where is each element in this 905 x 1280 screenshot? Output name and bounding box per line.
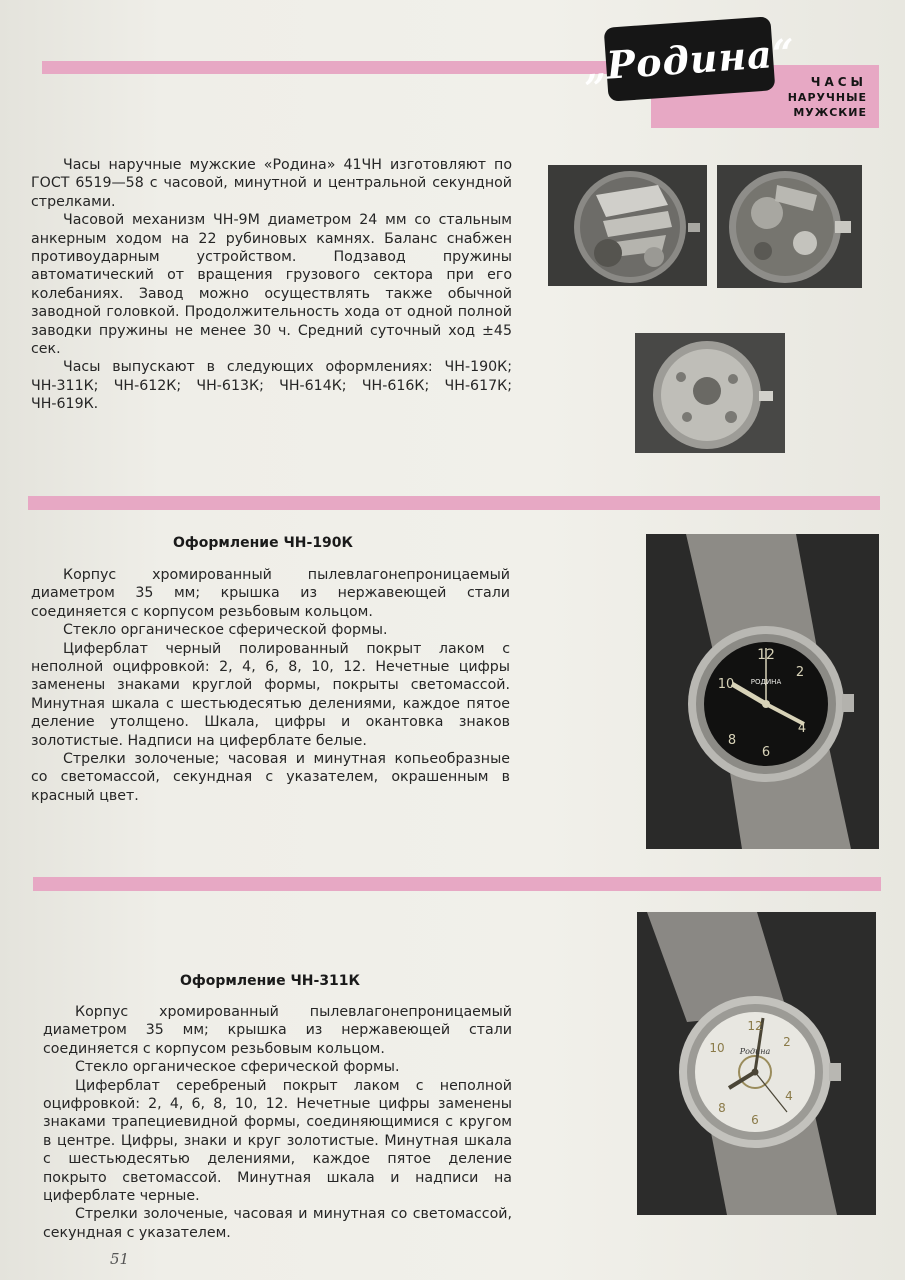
movement-photo-2 [717, 165, 862, 288]
category-label-line3: МУЖСКИЕ [793, 106, 867, 119]
movement-photo-1 [548, 165, 707, 286]
section1-text [31, 566, 510, 805]
dial-numeral-311k-8: 8 [718, 1101, 726, 1115]
dial-numeral-311k-6: 6 [751, 1113, 759, 1127]
section2-paragraph-3: Циферблат серебреный покрыт лаком с неполной оцифровкой: 2, 4, 6, 8, 10, 12. Нечетные цифры заменены знаками трапециевидной формы, соединяющимися с кругом в центре. Цифры, знаки и круг золотистые. Минутная шкала с шестьюдесятью делениями, каждое пятое деление покрыто светомассой. Минутная шкала и надписи на циферблате черные. [43, 1077, 512, 1205]
intro-paragraph-1: Часы наручные мужские «Родина» 41ЧН изготовляют по ГОСТ 6519—58 с часовой, минутной и центральной секундной стрелками. [31, 157, 512, 210]
rodina-logo [582, 16, 797, 101]
category-label-line1: ЧАСЫ [810, 75, 867, 89]
dial-numeral-190k-6: 6 [761, 745, 771, 760]
watch-photo-chn-311k [637, 912, 876, 1215]
section2-paragraph-2: Стекло органическое сферической формы. [75, 1059, 400, 1076]
dial-numeral-311k-12: 12 [747, 1019, 763, 1033]
header-stripe [42, 61, 622, 74]
section1-paragraph-3: Циферблат черный полированный покрыт лаком с неполной оцифровкой: 2, 4, 6, 8, 10, 12. Нечетные цифры заменены знаками круглой формы, покрыты светомассой. Минутная шкала с шестьюдесятью делениями, каждое пятое деление утолщено. Шкала, цифры и окантовка знаков золотистые. Надписи на циферблате белые. [31, 640, 510, 749]
intro-paragraph-3: Часы выпускают в следующих оформлениях: ЧН-190К; ЧН-311К; ЧН-612К; ЧН-613К; ЧН-614К; ЧН-616К; ЧН-617К; ЧН-619К. [31, 359, 512, 413]
section1-title: Оформление ЧН-190К [173, 535, 353, 551]
dial-brand-190k: РОДИНА [750, 678, 782, 686]
section1-paragraph-1: Корпус хромированный пылевлагонепроницаемый диаметром 35 мм; крышка из нержавеющей стали соединяется с корпусом резьбовым кольцом. [31, 567, 510, 620]
section2-text [43, 1003, 512, 1242]
section-divider-1 [28, 496, 880, 510]
section-divider-2 [33, 877, 881, 891]
intro-paragraph-2: Часовой механизм ЧН-9М диаметром 24 мм со стальным анкерным ходом на 22 рубиновых камнях. Баланс снабжен противоударным устройством. Подзавод пружины автоматический от вращения грузового сектора при его колебаниях. Завод можно осуществлять также обычной заводной головкой. Продолжительность хода от одной полной заводки пружины не менее 30 ч. Средний суточный ход ±45 сек. [31, 212, 512, 358]
dial-brand-311k: Родина [739, 1047, 771, 1056]
rodina-logo-text: „Родина“ [582, 29, 797, 89]
movement-photo-3 [635, 333, 785, 453]
category-label-line2: НАРУЧНЫЕ [787, 91, 867, 104]
section2-paragraph-1: Корпус хромированный пылевлагонепроницаемый диаметром 35 мм; крышка из нержавеющей стали соединяется с корпусом резьбовым кольцом. [43, 1004, 512, 1057]
dial-numeral-311k-2: 2 [783, 1035, 791, 1049]
watch-photo-chn-190k [646, 534, 879, 849]
dial-numeral-311k-4: 4 [785, 1089, 793, 1103]
section2-title: Оформление ЧН-311К [180, 973, 360, 989]
section1-paragraph-2: Стекло органическое сферической формы. [63, 622, 388, 639]
dial-numeral-190k-2: 2 [795, 665, 805, 680]
dial-numeral-190k-8: 8 [727, 733, 737, 748]
dial-numeral-190k-4: 4 [797, 721, 807, 736]
page-number: 51 [110, 1250, 130, 1268]
dial-numeral-311k-10: 10 [709, 1041, 725, 1055]
section2-paragraph-4: Стрелки золоченые, часовая и минутная со светомассой, секундная с указателем. [43, 1206, 512, 1241]
dial-numeral-190k-10: 10 [717, 677, 735, 692]
intro-text [31, 156, 512, 414]
section1-paragraph-4: Стрелки золоченые; часовая и минутная копьеобразные со светомассой, секундная с указателем, окрашенным в красный цвет. [31, 751, 510, 804]
dial-numeral-190k-12: 12 [757, 647, 775, 663]
